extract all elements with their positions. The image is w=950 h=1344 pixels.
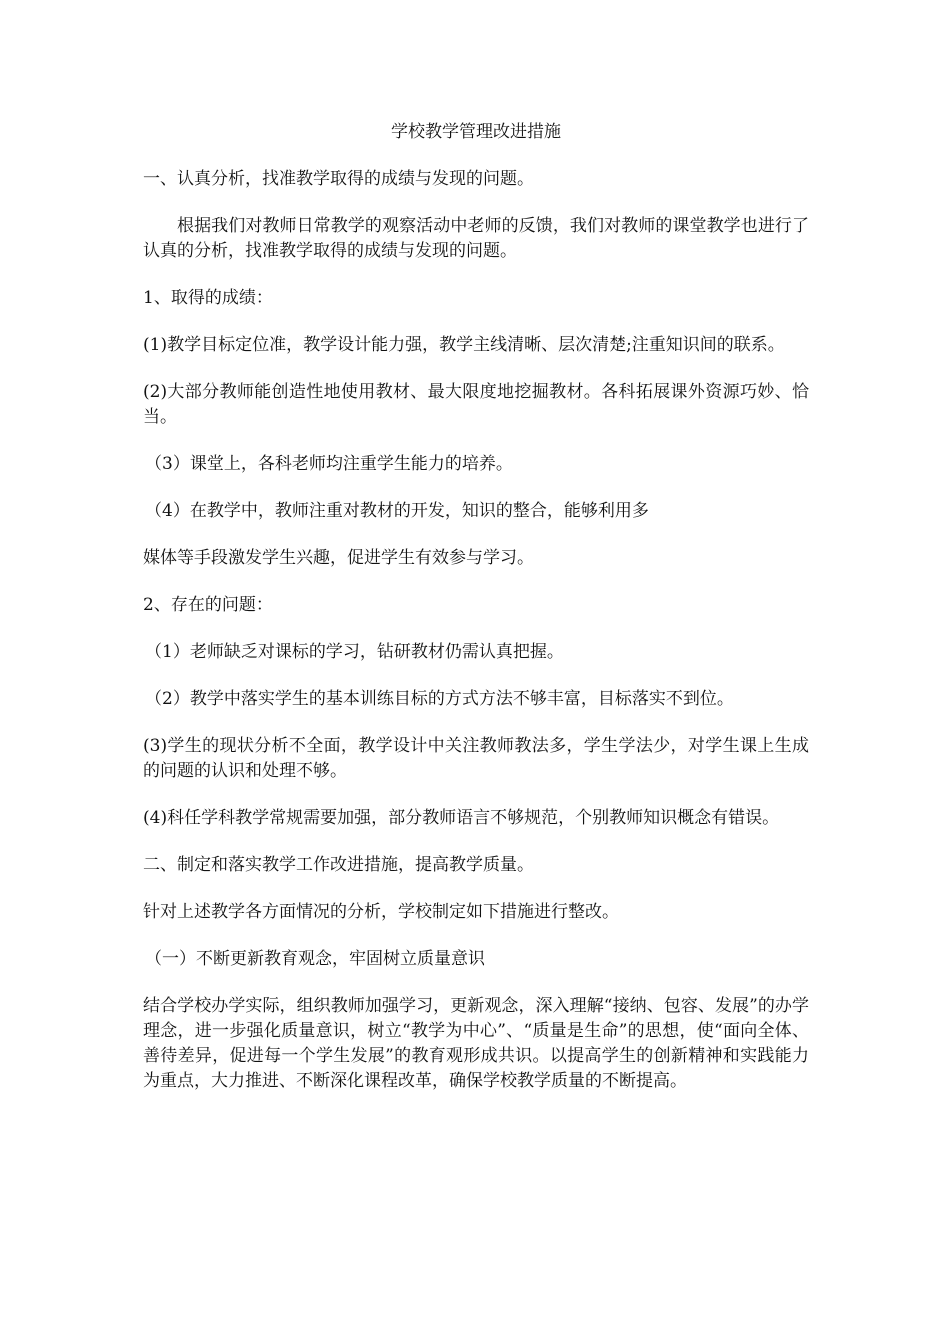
achievement-item-4: （4）在教学中，教师注重对教材的开发，知识的整合，能够利用多 bbox=[145, 501, 649, 521]
achievement-item-3: （3）课堂上，各科老师均注重学生能力的培养。 bbox=[145, 454, 513, 474]
section-heading-1: 一、认真分析，找准教学取得的成绩与发现的问题。 bbox=[143, 169, 534, 189]
paragraph-intro: 根据我们对教师日常教学的观察活动中老师的反馈，我们对教师的课堂教学也进行了认真的分析，找准教学取得的成绩与发现的问题。 bbox=[143, 216, 809, 261]
achievement-item-1: (1)教学目标定位准，教学设计能力强，教学主线清晰、层次清楚;注重知识间的联系。 bbox=[143, 335, 785, 355]
subsection-heading-problems: 2、存在的问题： bbox=[143, 595, 273, 615]
problem-item-1: （1）老师缺乏对课标的学习，钻研教材仍需认真把握。 bbox=[145, 642, 564, 662]
section-heading-2: 二、制定和落实教学工作改进措施，提高教学质量。 bbox=[143, 855, 534, 875]
measure-heading-1: （一）不断更新教育观念，牢固树立质量意识 bbox=[145, 949, 485, 969]
paragraph-measures-intro: 针对上述教学各方面情况的分析，学校制定如下措施进行整改。 bbox=[143, 902, 619, 922]
document-title: 学校教学管理改进措施 bbox=[391, 122, 561, 142]
achievement-item-2: (2)大部分教师能创造性地使用教材、最大限度地挖掘教材。各科拓展课外资源巧妙、恰当。 bbox=[143, 382, 809, 427]
problem-item-3: (3)学生的现状分析不全面，教学设计中关注教师教法多，学生学法少，对学生课上生成的问题的认识和处理不够。 bbox=[143, 736, 809, 781]
problem-item-2: （2）教学中落实学生的基本训练目标的方式方法不够丰富，目标落实不到位。 bbox=[145, 689, 734, 709]
problem-item-4: (4)科任学科教学常规需要加强，部分教师语言不够规范，个别教师知识概念有错误。 bbox=[143, 808, 780, 828]
measure-paragraph-1: 结合学校办学实际，组织教师加强学习，更新观念，深入理解“接纳、包容、发展”的办学理念，进一步强化质量意识，树立“教学为中心”、“质量是生命”的思想，使“面向全体、善待差异，促进每一个学生发展”的教育观形成共识。以提高学生的创新精神和实践能力为重点，大力推进、不断深化课程改革，确保学校教学质量的不断提高。 bbox=[143, 996, 809, 1091]
subsection-heading-achievements: 1、取得的成绩： bbox=[143, 288, 273, 308]
document-body bbox=[143, 120, 809, 1116]
achievement-item-4-continued: 媒体等手段激发学生兴趣，促进学生有效参与学习。 bbox=[143, 548, 534, 568]
